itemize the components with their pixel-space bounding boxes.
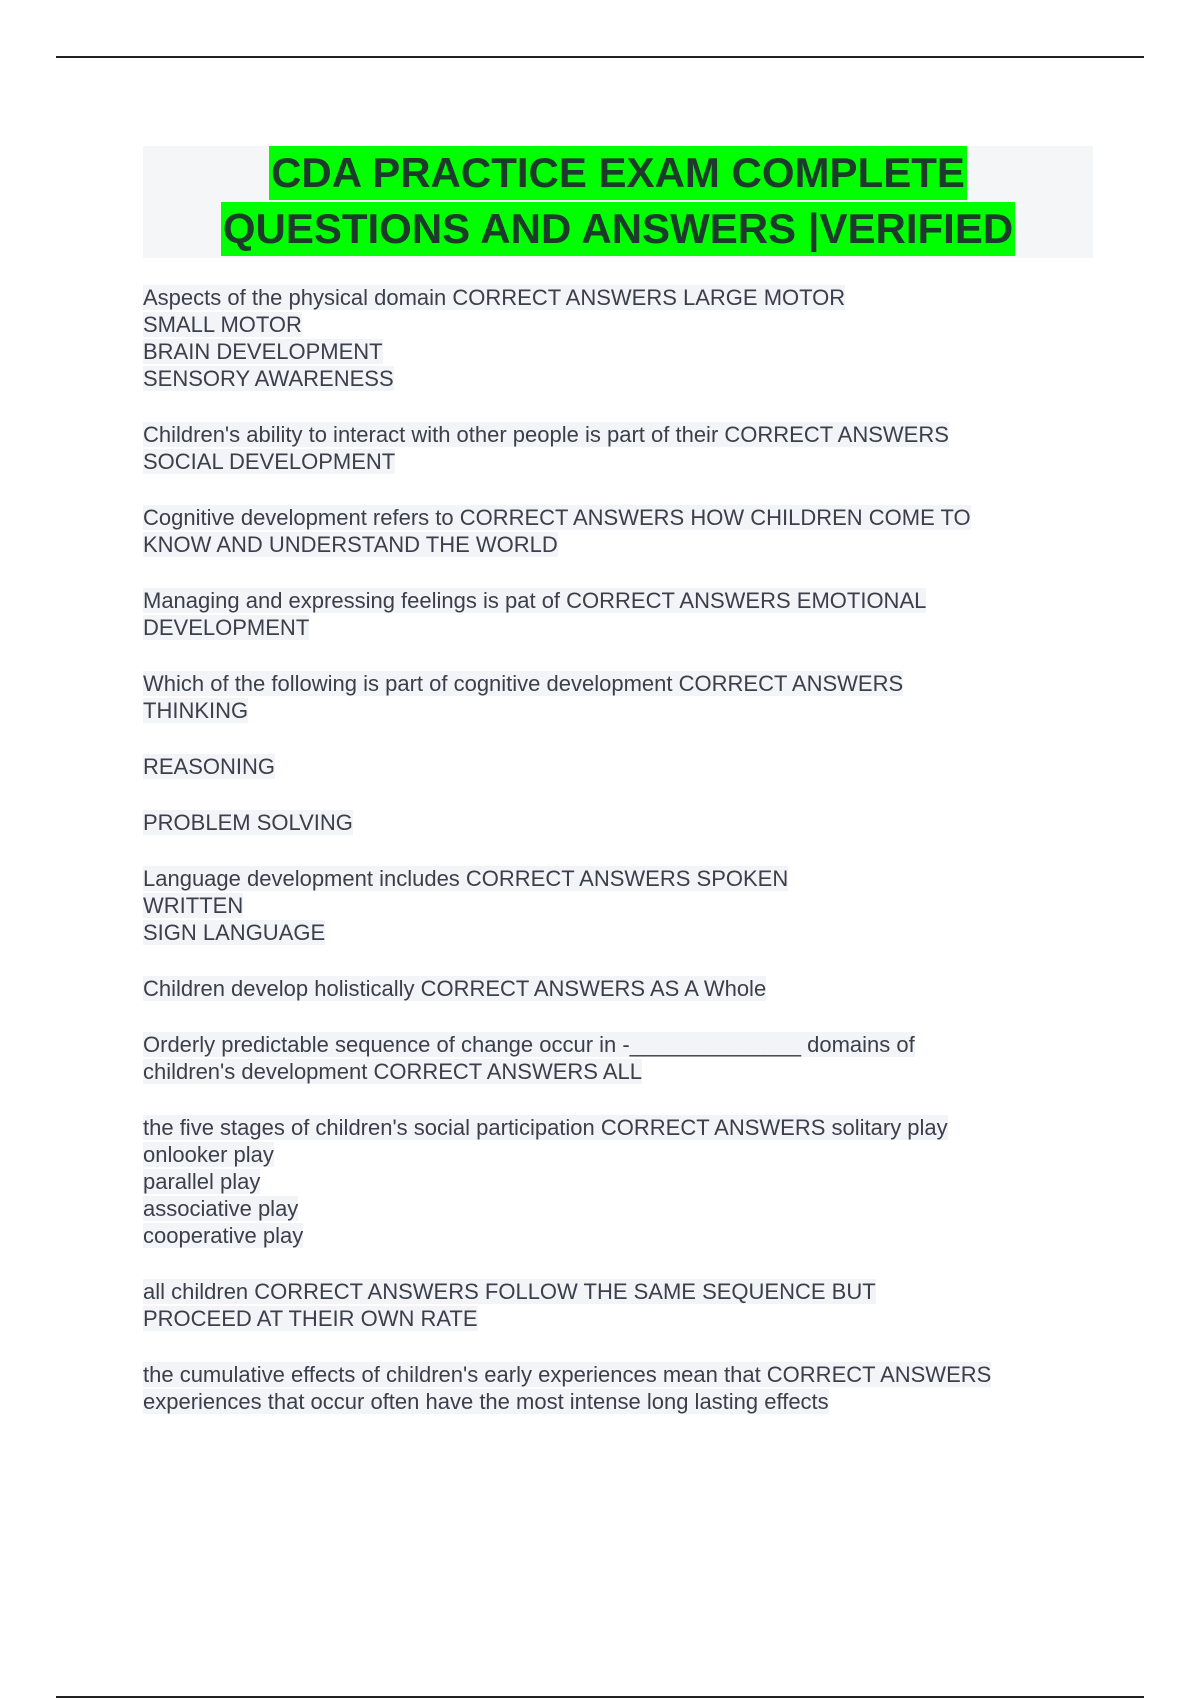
qa-item bbox=[143, 1361, 1103, 1415]
qa-line bbox=[143, 1141, 1103, 1168]
qa-line-text: Aspects of the physical domain CORRECT ANSWERS LARGE MOTOR bbox=[143, 285, 846, 310]
qa-item bbox=[143, 421, 1103, 475]
qa-line-text: children's development CORRECT ANSWERS ALL bbox=[143, 1059, 642, 1084]
qa-line-text: Cognitive development refers to CORRECT ANSWERS HOW CHILDREN COME TO bbox=[143, 505, 971, 530]
qa-item bbox=[143, 809, 1103, 836]
qa-line bbox=[143, 1305, 1103, 1332]
qa-line-text: Language development includes CORRECT ANSWERS SPOKEN bbox=[143, 866, 789, 891]
qa-line bbox=[143, 1168, 1103, 1195]
qa-item bbox=[143, 670, 1103, 724]
title-line-1: CDA PRACTICE EXAM COMPLETE bbox=[269, 146, 967, 200]
qa-line-text: WRITTEN bbox=[143, 893, 244, 918]
qa-line bbox=[143, 865, 1103, 892]
qa-line bbox=[143, 670, 1103, 697]
qa-line bbox=[143, 311, 1103, 338]
qa-line-text: the cumulative effects of children's early experiences mean that CORRECT ANSWERS bbox=[143, 1362, 992, 1387]
qa-line bbox=[143, 753, 1103, 780]
top-rule bbox=[56, 56, 1144, 58]
qa-line bbox=[143, 1114, 1103, 1141]
qa-line-text: PROBLEM SOLVING bbox=[143, 810, 353, 835]
qa-line bbox=[143, 284, 1103, 311]
qa-item bbox=[143, 753, 1103, 780]
qa-line bbox=[143, 587, 1103, 614]
qa-line bbox=[143, 1222, 1103, 1249]
qa-line bbox=[143, 975, 1103, 1002]
qa-item bbox=[143, 1114, 1103, 1249]
title-line-2: QUESTIONS AND ANSWERS |VERIFIED bbox=[221, 202, 1015, 256]
qa-line-text: KNOW AND UNDERSTAND THE WORLD bbox=[143, 532, 558, 557]
qa-item bbox=[143, 1031, 1103, 1085]
qa-line-text: parallel play bbox=[143, 1169, 261, 1194]
qa-line bbox=[143, 1278, 1103, 1305]
qa-line bbox=[143, 1361, 1103, 1388]
qa-line bbox=[143, 809, 1103, 836]
qa-line bbox=[143, 504, 1103, 531]
qa-line bbox=[143, 919, 1103, 946]
qa-line bbox=[143, 448, 1103, 475]
qa-line-text: DEVELOPMENT bbox=[143, 615, 310, 640]
qa-item bbox=[143, 1278, 1103, 1332]
qa-item bbox=[143, 587, 1103, 641]
qa-line-text: cooperative play bbox=[143, 1223, 304, 1248]
document-title bbox=[143, 146, 1093, 258]
bottom-rule bbox=[56, 1696, 1144, 1698]
qa-line-text: experiences that occur often have the most intense long lasting effects bbox=[143, 1389, 829, 1414]
qa-line bbox=[143, 892, 1103, 919]
qa-line bbox=[143, 1031, 1103, 1058]
qa-item bbox=[143, 975, 1103, 1002]
qa-line bbox=[143, 531, 1103, 558]
qa-item bbox=[143, 504, 1103, 558]
qa-item bbox=[143, 865, 1103, 946]
qa-line-text: SMALL MOTOR bbox=[143, 312, 302, 337]
qa-line-text: Orderly predictable sequence of change occur in -______________ domains of bbox=[143, 1032, 915, 1057]
qa-line-text: the five stages of children's social participation CORRECT ANSWERS solitary play bbox=[143, 1115, 948, 1140]
qa-line bbox=[143, 614, 1103, 641]
qa-line bbox=[143, 697, 1103, 724]
qa-line-text: Which of the following is part of cognitive development CORRECT ANSWERS bbox=[143, 671, 904, 696]
qa-line-text: Managing and expressing feelings is pat of CORRECT ANSWERS EMOTIONAL bbox=[143, 588, 927, 613]
qa-line-text: THINKING bbox=[143, 698, 249, 723]
qa-line-text: BRAIN DEVELOPMENT bbox=[143, 339, 383, 364]
qa-line-text: SIGN LANGUAGE bbox=[143, 920, 326, 945]
qa-line bbox=[143, 421, 1103, 448]
qa-line-text: Children's ability to interact with other people is part of their CORRECT ANSWERS bbox=[143, 422, 949, 447]
qa-line bbox=[143, 1058, 1103, 1085]
qa-line-text: SOCIAL DEVELOPMENT bbox=[143, 449, 396, 474]
qa-line bbox=[143, 365, 1103, 392]
qa-line bbox=[143, 338, 1103, 365]
qa-line-text: PROCEED AT THEIR OWN RATE bbox=[143, 1306, 478, 1331]
qa-item bbox=[143, 284, 1103, 392]
qa-line-text: REASONING bbox=[143, 754, 276, 779]
qa-line-text: Children develop holistically CORRECT ANSWERS AS A Whole bbox=[143, 976, 767, 1001]
qa-line bbox=[143, 1195, 1103, 1222]
qa-line-text: all children CORRECT ANSWERS FOLLOW THE SAME SEQUENCE BUT bbox=[143, 1279, 876, 1304]
qa-list bbox=[143, 284, 1103, 1444]
qa-line-text: onlooker play bbox=[143, 1142, 274, 1167]
qa-line bbox=[143, 1388, 1103, 1415]
qa-line-text: associative play bbox=[143, 1196, 299, 1221]
qa-line-text: SENSORY AWARENESS bbox=[143, 366, 394, 391]
